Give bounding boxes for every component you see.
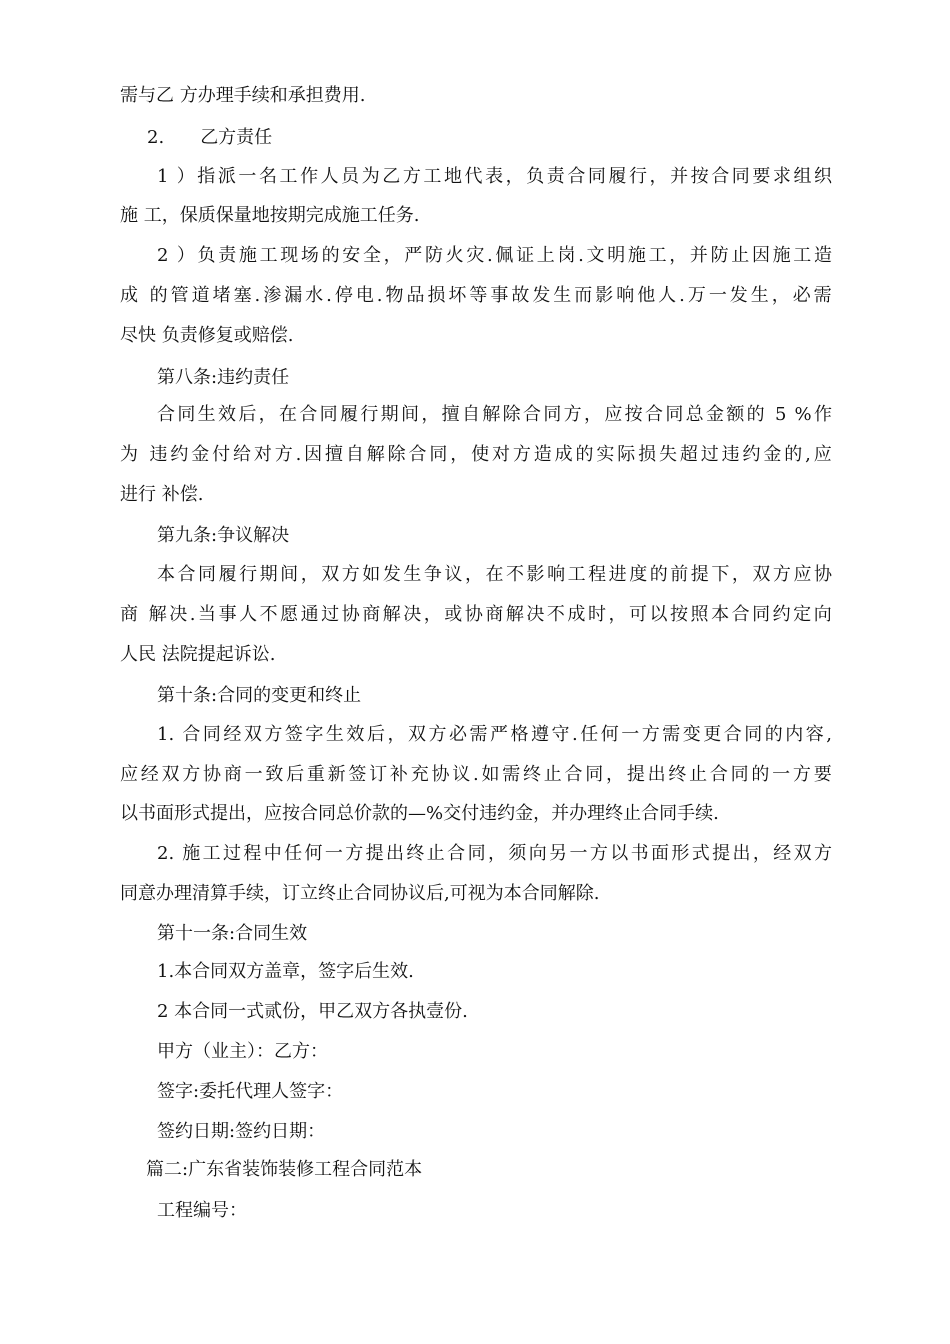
- text-line: 进行 补偿.: [120, 484, 204, 505]
- text-line: 合同生效后，在合同履行期间，擅自解除合同方，应按合同总金额的 5 %作: [157, 404, 832, 425]
- article-heading: 第十一条:合同生效: [157, 923, 308, 944]
- text-line: 同意办理清算手续，订立终止合同协议后,可视为本合同解除.: [120, 883, 600, 904]
- text-line: 签字:委托代理人签字：: [157, 1081, 344, 1102]
- section-number: 2.: [147, 127, 165, 148]
- text-line: 甲方（业主）：乙方：: [157, 1041, 328, 1062]
- text-line: 1 ）指派一名工作人员为乙方工地代表，负责合同履行，并按合同要求组织: [157, 166, 832, 187]
- chapter-heading: 篇二:广东省装饰装修工程合同范本: [146, 1159, 423, 1180]
- text-line: 应经双方协商一致后重新签订补充协议.如需终止合同，提出终止合同的一方要: [120, 764, 832, 785]
- text-line: 以书面形式提出，应按合同总价款的—%交付违约金，并办理终止合同手续.: [120, 803, 719, 824]
- text-line: 2 本合同一式贰份，甲乙双方各执壹份.: [157, 1001, 468, 1022]
- text-line: 成 的管道堵塞.渗漏水.停电.物品损坏等事故发生而影响他人.万一发生，必需: [120, 285, 832, 306]
- text-line: 1. 合同经双方签字生效后，双方必需严格遵守.任何一方需变更合同的内容,: [157, 724, 832, 745]
- article-heading: 第十条:合同的变更和终止: [157, 685, 362, 706]
- article-heading: 第八条:违约责任: [157, 367, 290, 388]
- text-line: 本合同履行期间，双方如发生争议，在不影响工程进度的前提下，双方应协: [157, 564, 832, 585]
- text-line: 需与乙 方办理手续和承担费用.: [120, 85, 366, 106]
- text-line: 1.本合同双方盖章，签字后生效.: [157, 961, 414, 982]
- section-title: 乙方责任: [200, 127, 273, 148]
- section-heading: [147, 126, 272, 150]
- article-heading: 第九条:争议解决: [157, 525, 290, 546]
- text-line: 商 解决.当事人不愿通过协商解决，或协商解决不成时，可以按照本合同约定向: [120, 604, 832, 625]
- text-line: 2 ）负责施工现场的安全，严防火灾.佩证上岗.文明施工，并防止因施工造: [157, 245, 832, 266]
- text-line: 为 违约金付给对方.因擅自解除合同，使对方造成的实际损失超过违约金的,应: [120, 444, 832, 465]
- text-line: 2. 施工过程中任何一方提出终止合同，须向另一方以书面形式提出，经双方: [157, 843, 832, 864]
- text-line: 施 工，保质保量地按期完成施工任务.: [120, 205, 420, 226]
- text-line: 尽快 负责修复或赔偿.: [120, 325, 294, 346]
- text-line: 签约日期:签约日期：: [157, 1121, 326, 1142]
- text-line: 工程编号：: [157, 1200, 247, 1221]
- text-line: 人民 法院提起诉讼.: [120, 644, 276, 665]
